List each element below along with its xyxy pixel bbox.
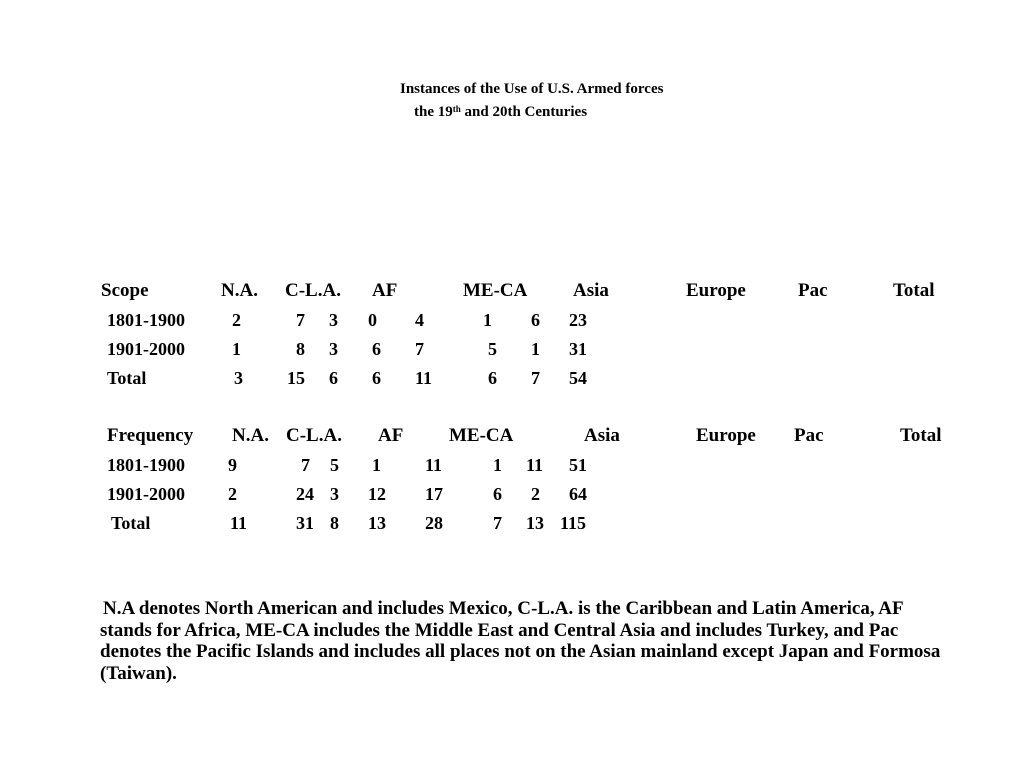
table-cell: 8 — [330, 513, 339, 533]
footnote: N.A denotes North American and includes Mexico, C-L.A. is the Caribbean and Latin America, AF stands for Africa, ME-CA includes the Middle East and Central Asia and includes Turkey, and Pac denotes the Pacific Islands and includes all places not on the Asian mainland except Japan and Formosa (Taiwan). — [100, 598, 941, 684]
table-cell: 11 — [526, 455, 544, 475]
table-cell: 51 — [569, 455, 587, 475]
table-cell: 3 — [329, 339, 338, 359]
scope-header-total: Total — [893, 280, 935, 301]
scope-header-europe: Europe — [686, 280, 746, 301]
row-label: Total — [107, 368, 147, 388]
frequency-header-total: Total — [900, 425, 942, 446]
table-cell: 11 — [230, 513, 248, 533]
table-cell: 115 — [560, 513, 587, 533]
table-cell: 1 — [531, 339, 540, 359]
table-cell: 7 — [493, 513, 502, 533]
table-cell: 7 — [415, 339, 424, 359]
table-cell: 31 — [296, 513, 314, 533]
frequency-header-asia: Asia — [584, 425, 620, 446]
scope-header-asia: Asia — [573, 280, 609, 301]
table-cell: 11 — [425, 455, 443, 475]
table-cell: 64 — [569, 484, 587, 504]
table-cell: 2 — [228, 484, 237, 504]
table-cell: 3 — [329, 310, 338, 330]
table-cell: 7 — [531, 368, 540, 388]
table-cell: 6 — [531, 310, 540, 330]
table-cell: 6 — [329, 368, 338, 388]
table-cell: 1 — [372, 455, 381, 475]
table-cell: 15 — [287, 368, 305, 388]
table-cell: 0 — [368, 310, 377, 330]
table-cell: 1 — [493, 455, 502, 475]
scope-header-cla: C-L.A. — [285, 280, 341, 301]
frequency-header-af: AF — [378, 425, 404, 446]
table-cell: 8 — [296, 339, 305, 359]
row-label: 1801-1900 — [107, 455, 185, 475]
frequency-header-meca: ME-CA — [449, 425, 514, 446]
table-cell: 9 — [228, 455, 237, 475]
title-line-1: Instances of the Use of U.S. Armed forces — [400, 81, 664, 97]
title-superscript: th — [452, 104, 461, 114]
table-cell: 3 — [330, 484, 339, 504]
table-cell: 12 — [368, 484, 386, 504]
table-cell: 31 — [569, 339, 587, 359]
table-cell: 6 — [372, 368, 381, 388]
table-cell: 28 — [425, 513, 443, 533]
scope-header-label: Scope — [101, 280, 149, 301]
table-cell: 6 — [493, 484, 502, 504]
title-line-2-suffix: and 20th Centuries — [460, 104, 588, 120]
title-line-2-prefix: the 19 — [414, 104, 453, 120]
table-cell: 1 — [483, 310, 492, 330]
table-cell: 24 — [296, 484, 314, 504]
table-cell: 1 — [232, 339, 241, 359]
frequency-header-europe: Europe — [696, 425, 756, 446]
table-cell: 5 — [488, 339, 497, 359]
table-cell: 7 — [301, 455, 310, 475]
table-cell: 7 — [296, 310, 305, 330]
scope-header-na: N.A. — [221, 280, 258, 301]
frequency-header-cla: C-L.A. — [286, 425, 342, 446]
table-cell: 11 — [415, 368, 433, 388]
table-cell: 6 — [488, 368, 497, 388]
table-cell: 13 — [368, 513, 386, 533]
table-cell: 17 — [425, 484, 443, 504]
table-cell: 23 — [569, 310, 587, 330]
frequency-header-label: Frequency — [107, 425, 194, 446]
table-cell: 2 — [531, 484, 540, 504]
table-cell: 54 — [569, 368, 587, 388]
scope-header-af: AF — [372, 280, 398, 301]
row-label: 1901-2000 — [107, 484, 185, 504]
row-label: 1801-1900 — [107, 310, 185, 330]
frequency-header-na: N.A. — [232, 425, 269, 446]
table-cell: 13 — [526, 513, 544, 533]
table-cell: 6 — [372, 339, 381, 359]
row-label: 1901-2000 — [107, 339, 185, 359]
table-cell: 4 — [415, 310, 424, 330]
table-cell: 3 — [234, 368, 243, 388]
frequency-header-pac: Pac — [794, 425, 824, 446]
table-cell: 2 — [232, 310, 241, 330]
title-line-2 — [414, 104, 587, 121]
table-cell: 5 — [330, 455, 339, 475]
scope-header-pac: Pac — [798, 280, 828, 301]
scope-header-meca: ME-CA — [463, 280, 528, 301]
row-label: Total — [111, 513, 151, 533]
